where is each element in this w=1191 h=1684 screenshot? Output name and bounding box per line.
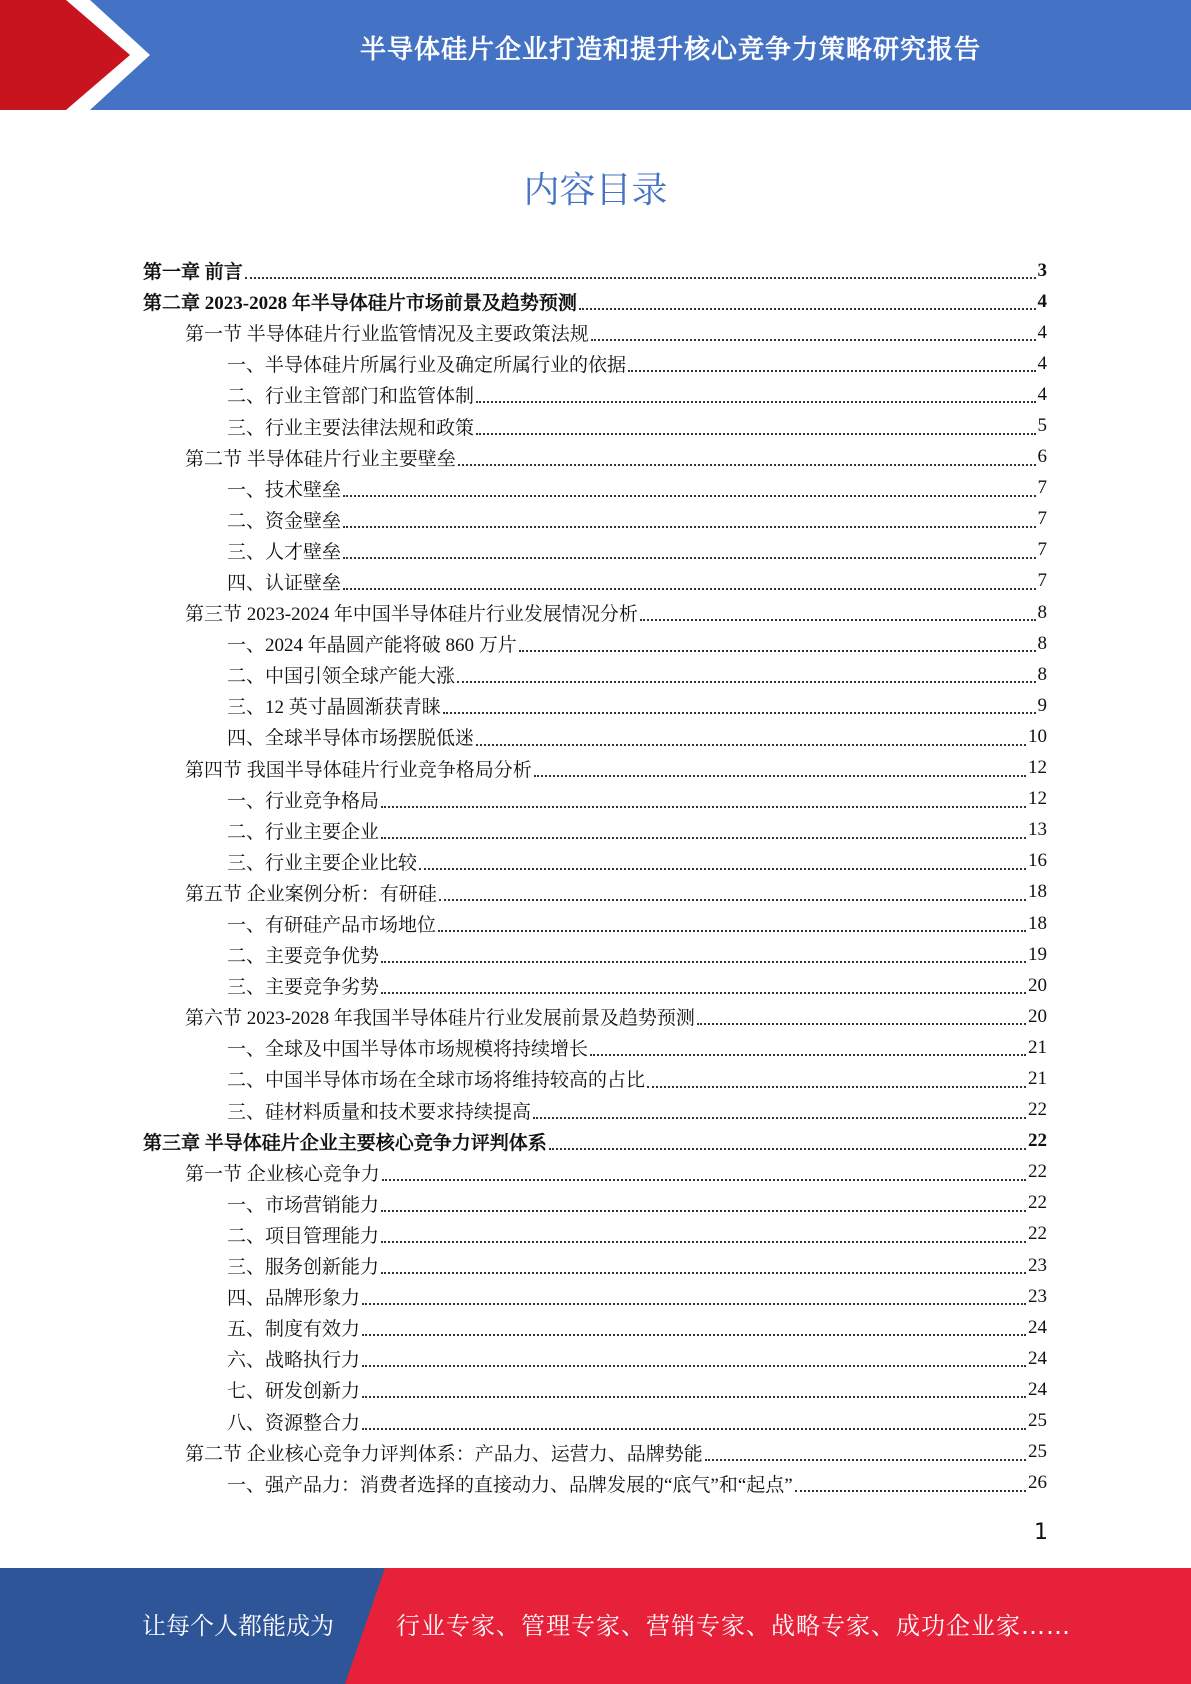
dot-leader (628, 370, 1035, 372)
toc-entry-page: 20 (1028, 1005, 1047, 1027)
toc-entry-item[interactable] (143, 379, 1047, 410)
toc-entry-chapter[interactable] (143, 286, 1047, 317)
dot-leader (705, 1459, 1026, 1461)
dot-leader (381, 837, 1026, 839)
toc-entry-page: 7 (1037, 570, 1047, 592)
dot-leader (458, 464, 1036, 466)
toc-entry-section[interactable] (143, 1157, 1047, 1188)
toc-entry-title: 四、认证壁垒 (227, 572, 342, 594)
toc-entry-title: 五、制度有效力 (227, 1319, 361, 1341)
toc-entry-page: 5 (1037, 415, 1047, 437)
toc-entry-item[interactable] (143, 659, 1047, 690)
toc-entry-title: 第二节 半导体硅片行业主要壁垒 (185, 448, 456, 470)
toc-entry-page: 12 (1028, 788, 1047, 810)
toc-entry-item[interactable] (143, 1219, 1047, 1250)
toc-entry-page: 20 (1028, 974, 1047, 996)
toc-entry-title: 一、2024 年晶圆产能将破 860 万片 (227, 635, 517, 657)
toc-entry-title: 一、市场营销能力 (227, 1194, 380, 1216)
dot-leader (647, 1086, 1026, 1088)
toc-entry-page: 21 (1028, 1036, 1047, 1058)
toc-entry-page: 22 (1028, 1223, 1047, 1245)
footer-slogan-left: 让每个人都能成为 (142, 1612, 334, 1640)
toc-entry-title: 二、主要竞争优势 (227, 946, 380, 968)
toc-entry-page: 7 (1037, 539, 1047, 561)
toc-entry-title: 二、中国半导体市场在全球市场将维持较高的占比 (227, 1070, 646, 1092)
dot-leader (438, 930, 1026, 932)
dot-leader (245, 277, 1036, 279)
dot-leader (343, 526, 1035, 528)
dot-leader (362, 1428, 1026, 1430)
toc-entry-item[interactable] (143, 504, 1047, 535)
toc-entry-title: 二、资金壁垒 (227, 510, 342, 532)
toc-entry-item[interactable] (143, 846, 1047, 877)
dot-leader (591, 339, 1036, 341)
toc-entry-page: 7 (1037, 477, 1047, 499)
dot-leader (362, 1396, 1026, 1398)
toc-entry-page: 12 (1028, 757, 1047, 779)
toc-entry-item[interactable] (143, 1374, 1047, 1405)
dot-leader (476, 433, 1035, 435)
dot-leader (343, 495, 1035, 497)
dot-leader (381, 1272, 1026, 1274)
toc-entry-page: 25 (1028, 1441, 1047, 1463)
dot-leader (640, 619, 1036, 621)
toc-entry-page: 3 (1037, 259, 1047, 281)
toc-entry-title: 第一节 企业核心竞争力 (185, 1163, 380, 1185)
toc-entry-page: 22 (1028, 1192, 1047, 1214)
toc-entry-page: 6 (1037, 446, 1047, 468)
toc-entry-title: 三、人才壁垒 (227, 541, 342, 563)
toc-entry-title: 二、中国引领全球产能大涨 (227, 666, 456, 688)
toc-entry-title: 三、12 英寸晶圆渐获青睐 (227, 697, 441, 719)
toc-entry-title: 三、硅材料质量和技术要求持续提高 (227, 1101, 532, 1123)
toc-entry-item[interactable] (143, 908, 1047, 939)
toc-entry-title: 第五节 企业案例分析：有研硅 (185, 883, 437, 905)
toc-entry-chapter[interactable] (143, 1126, 1047, 1157)
toc-entry-title: 七、研发创新力 (227, 1381, 361, 1403)
toc-entry-page: 24 (1028, 1316, 1047, 1338)
toc-entry-page: 4 (1037, 352, 1047, 374)
toc-entry-title: 八、资源整合力 (227, 1412, 361, 1434)
toc-entry-page: 4 (1037, 321, 1047, 343)
dot-leader (381, 1241, 1026, 1243)
toc-entry-title: 四、品牌形象力 (227, 1288, 361, 1310)
toc-entry-item[interactable] (143, 1312, 1047, 1343)
dot-leader (382, 1179, 1026, 1181)
toc-entry-title: 二、行业主要企业 (227, 821, 380, 843)
toc-entry-item[interactable] (143, 1032, 1047, 1063)
dot-leader (476, 744, 1026, 746)
toc-entry-title: 一、强产品力：消费者选择的直接动力、品牌发展的“底气”和“起点” (227, 1474, 793, 1496)
toc-entry-section[interactable] (143, 597, 1047, 628)
toc-entry-item[interactable] (143, 1281, 1047, 1312)
toc-entry-page: 24 (1028, 1347, 1047, 1369)
dot-leader (549, 1148, 1026, 1150)
toc-entry-item[interactable] (143, 473, 1047, 504)
dot-leader (476, 401, 1035, 403)
dot-leader (362, 1334, 1026, 1336)
toc-entry-title: 三、行业主要企业比较 (227, 852, 418, 874)
toc-entry-section[interactable] (143, 317, 1047, 348)
toc-entry-item[interactable] (143, 939, 1047, 970)
toc-entry-title: 一、有研硅产品市场地位 (227, 915, 437, 937)
toc-entry-section[interactable] (143, 877, 1047, 908)
dot-leader (697, 1023, 1026, 1025)
toc-entry-item[interactable] (143, 410, 1047, 441)
toc-entry-page: 4 (1037, 383, 1047, 405)
toc-entry-title: 第二节 企业核心竞争力评判体系：产品力、运营力、品牌势能 (185, 1443, 703, 1465)
dot-leader (439, 899, 1026, 901)
toc-entry-title: 第二章 2023-2028 年半导体硅片市场前景及趋势预测 (143, 293, 577, 315)
dot-leader (381, 806, 1026, 808)
toc-entry-page: 25 (1028, 1410, 1047, 1432)
toc-entry-item[interactable] (143, 784, 1047, 815)
toc-entry-item[interactable] (143, 1343, 1047, 1374)
toc-entry-chapter[interactable] (143, 255, 1047, 286)
toc-entry-title: 一、技术壁垒 (227, 479, 342, 501)
toc-entry-title: 四、全球半导体市场摆脱低迷 (227, 728, 475, 750)
toc-entry-page: 19 (1028, 943, 1047, 965)
dot-leader (343, 557, 1035, 559)
dot-leader (590, 1054, 1026, 1056)
dot-leader (534, 775, 1026, 777)
dot-leader (343, 588, 1035, 590)
toc-entry-title: 第一节 半导体硅片行业监管情况及主要政策法规 (185, 324, 589, 346)
toc-entry-section[interactable] (143, 1001, 1047, 1032)
toc-entry-title: 三、服务创新能力 (227, 1257, 380, 1279)
toc-entry-page: 13 (1028, 819, 1047, 841)
toc-entry-page: 9 (1037, 694, 1047, 716)
toc-entry-page: 26 (1028, 1472, 1047, 1494)
toc-entry-page: 4 (1037, 290, 1047, 312)
toc-entry-title: 第三章 半导体硅片企业主要核心竞争力评判体系 (143, 1132, 547, 1154)
toc-entry-section[interactable] (143, 753, 1047, 784)
page-number: 1 (1034, 1520, 1048, 1545)
toc-entry-page: 22 (1028, 1099, 1047, 1121)
toc-entry-item[interactable] (143, 1095, 1047, 1126)
toc-entry-item[interactable] (143, 1063, 1047, 1094)
toc-entry-title: 第三节 2023-2024 年中国半导体硅片行业发展情况分析 (185, 604, 638, 626)
dot-leader (381, 992, 1026, 994)
toc-entry-page: 22 (1028, 1130, 1047, 1152)
toc-entry-item[interactable] (143, 1405, 1047, 1436)
footer-banner (0, 1568, 1191, 1684)
table-of-contents (143, 255, 1047, 1499)
toc-entry-item[interactable] (143, 815, 1047, 846)
toc-heading: 内容目录 (523, 170, 668, 211)
toc-entry-page: 22 (1028, 1161, 1047, 1183)
toc-entry-page: 23 (1028, 1254, 1047, 1276)
toc-entry-page: 18 (1028, 881, 1047, 903)
toc-entry-page: 7 (1037, 508, 1047, 530)
toc-entry-title: 第四节 我国半导体硅片行业竞争格局分析 (185, 759, 532, 781)
toc-entry-item[interactable] (143, 535, 1047, 566)
footer-slogan-right: 行业专家、管理专家、营销专家、战略专家、成功企业家…… (396, 1612, 1071, 1640)
toc-entry-title: 三、行业主要法律法规和政策 (227, 417, 475, 439)
dot-leader (579, 308, 1036, 310)
toc-entry-title: 三、主要竞争劣势 (227, 977, 380, 999)
toc-entry-page: 18 (1028, 912, 1047, 934)
toc-entry-page: 21 (1028, 1067, 1047, 1089)
dot-leader (381, 961, 1026, 963)
toc-entry-section[interactable] (143, 1437, 1047, 1468)
toc-entry-page: 16 (1028, 850, 1047, 872)
toc-entry-item[interactable] (143, 970, 1047, 1001)
toc-entry-title: 二、项目管理能力 (227, 1225, 380, 1247)
toc-entry-page: 23 (1028, 1285, 1047, 1307)
toc-entry-item[interactable] (143, 690, 1047, 721)
toc-entry-title: 一、半导体硅片所属行业及确定所属行业的依据 (227, 355, 627, 377)
header-banner (0, 0, 1191, 110)
dot-leader (362, 1365, 1026, 1367)
toc-entry-title: 一、全球及中国半导体市场规模将持续增长 (227, 1039, 589, 1061)
dot-leader (457, 681, 1035, 683)
toc-entry-title: 一、行业竞争格局 (227, 790, 380, 812)
toc-entry-page: 10 (1028, 725, 1047, 747)
toc-entry-title: 六、战略执行力 (227, 1350, 361, 1372)
toc-entry-page: 8 (1037, 632, 1047, 654)
toc-entry-item[interactable] (143, 628, 1047, 659)
toc-entry-title: 第六节 2023-2028 年我国半导体硅片行业发展前景及趋势预测 (185, 1008, 695, 1030)
dot-leader (795, 1490, 1026, 1492)
dot-leader (443, 712, 1036, 714)
dot-leader (419, 868, 1026, 870)
toc-entry-item[interactable] (143, 1468, 1047, 1499)
toc-entry-page: 8 (1037, 601, 1047, 623)
toc-entry-page: 24 (1028, 1378, 1047, 1400)
toc-entry-section[interactable] (143, 442, 1047, 473)
dot-leader (362, 1303, 1026, 1305)
report-title: 半导体硅片企业打造和提升核心竞争力策略研究报告 (359, 35, 981, 65)
toc-entry-title: 第一章 前言 (143, 262, 243, 284)
toc-entry-item[interactable] (143, 348, 1047, 379)
dot-leader (519, 650, 1036, 652)
toc-entry-page: 8 (1037, 663, 1047, 685)
toc-entry-item[interactable] (143, 1250, 1047, 1281)
toc-entry-item[interactable] (143, 721, 1047, 752)
dot-leader (533, 1117, 1026, 1119)
dot-leader (381, 1210, 1026, 1212)
toc-entry-title: 二、行业主管部门和监管体制 (227, 386, 475, 408)
toc-entry-item[interactable] (143, 1188, 1047, 1219)
toc-entry-item[interactable] (143, 566, 1047, 597)
